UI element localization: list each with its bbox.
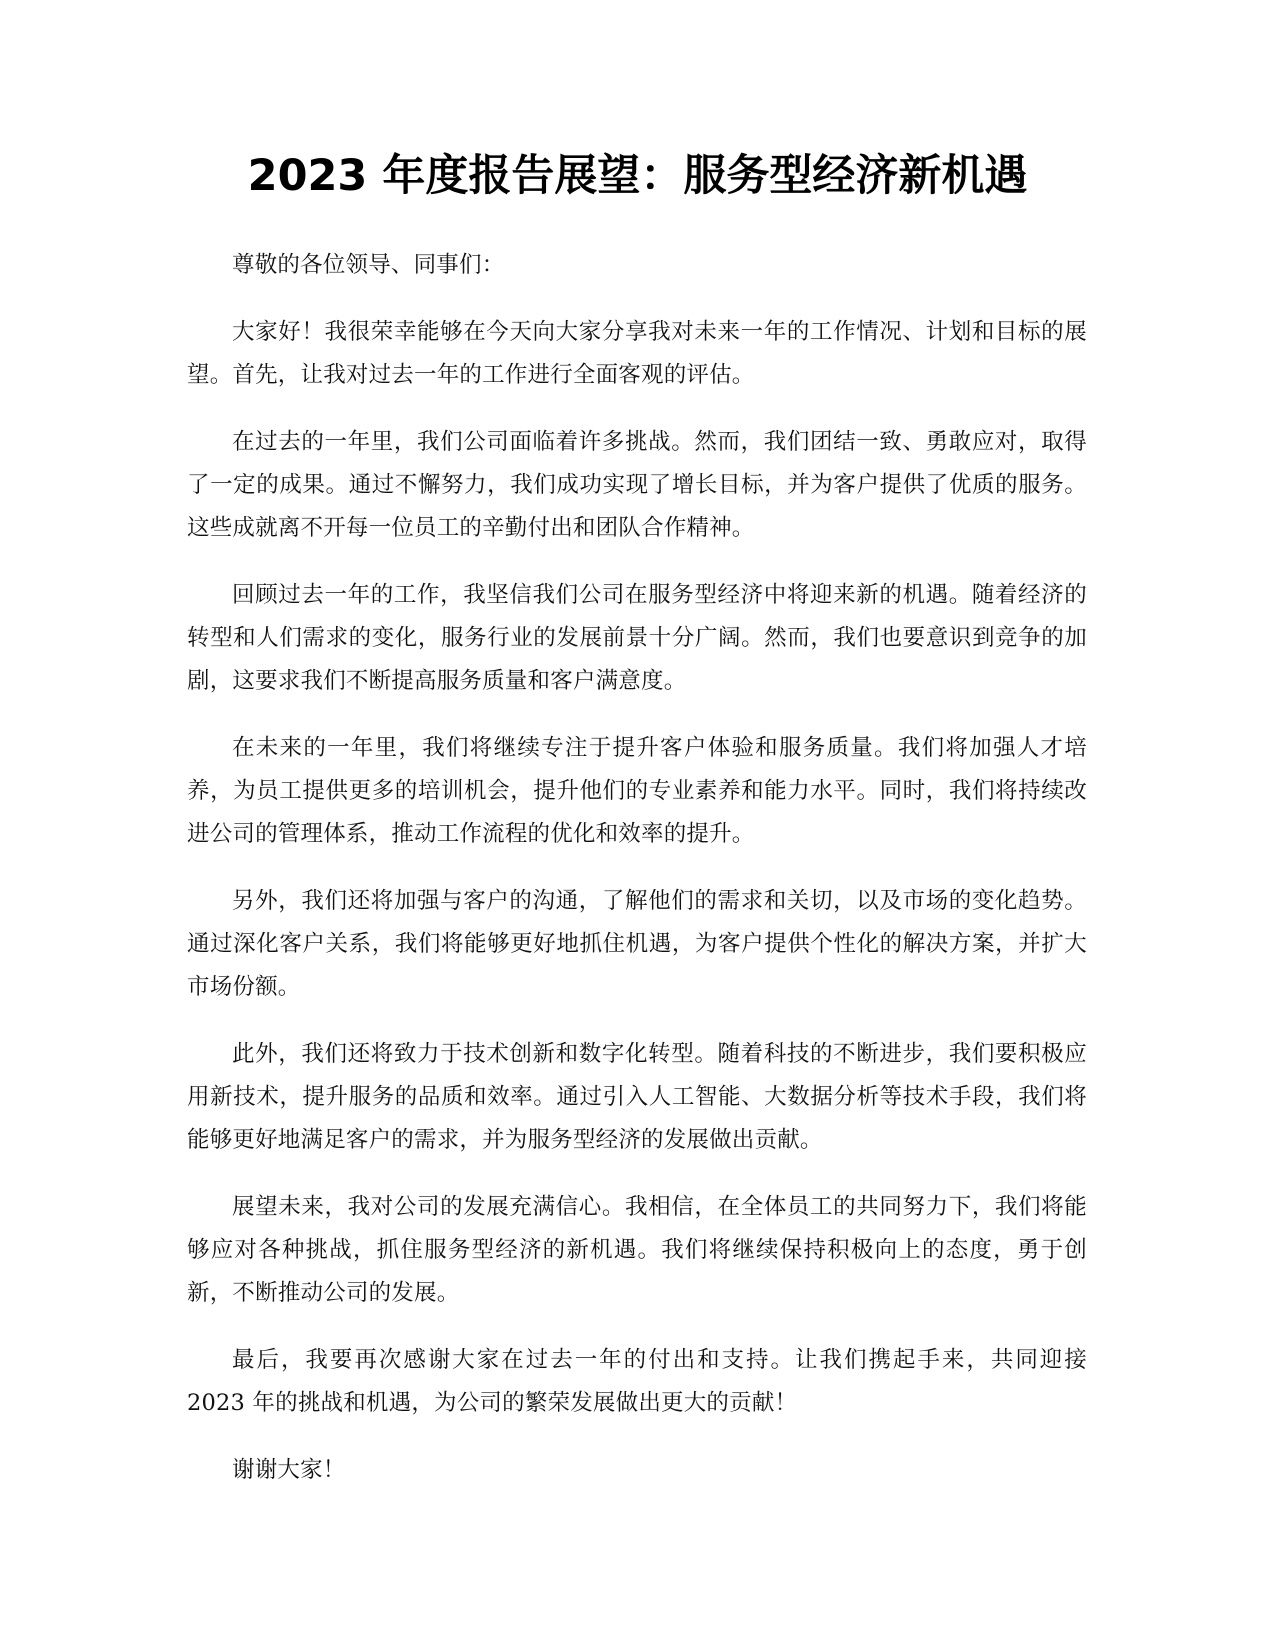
document-title: 2023 年度报告展望：服务型经济新机遇 bbox=[247, 151, 1028, 201]
paragraph-customer: 另外，我们还将加强与客户的沟通，了解他们的需求和关切，以及市场的变化趋势。通过深化客户关系，我们将能够更好地抓住机遇，为客户提供个性化的解决方案，并扩大市场份额。 bbox=[187, 888, 1087, 1000]
paragraph-greeting: 尊敬的各位领导、同事们： bbox=[232, 252, 505, 278]
paragraph-opportunity: 回顾过去一年的工作，我坚信我们公司在服务型经济中将迎来新的机遇。随着经济的转型和人们需求的变化，服务行业的发展前景十分广阔。然而，我们也要意识到竞争的加剧，这要求我们不断提高服务质量和客户满意度。 bbox=[187, 582, 1087, 694]
paragraph-outlook: 展望未来，我对公司的发展充满信心。我相信，在全体员工的共同努力下，我们将能够应对各种挑战，抓住服务型经济的新机遇。我们将继续保持积极向上的态度，勇于创新，不断推动公司的发展。 bbox=[187, 1194, 1087, 1306]
paragraph-intro: 大家好！我很荣幸能够在今天向大家分享我对未来一年的工作情况、计划和目标的展望。首先，让我对过去一年的工作进行全面客观的评估。 bbox=[187, 319, 1087, 388]
paragraph-past-year: 在过去的一年里，我们公司面临着许多挑战。然而，我们团结一致、勇敢应对，取得了一定的成果。通过不懈努力，我们成功实现了增长目标，并为客户提供了优质的服务。这些成就离不开每一位员工的辛勤付出和团队合作精神。 bbox=[187, 429, 1087, 541]
paragraph-closing: 谢谢大家！ bbox=[232, 1457, 346, 1483]
paragraph-technology: 此外，我们还将致力于技术创新和数字化转型。随着科技的不断进步，我们要积极应用新技术，提升服务的品质和效率。通过引入人工智能、大数据分析等技术手段，我们将能够更好地满足客户的需求，并为服务型经济的发展做出贡献。 bbox=[187, 1041, 1087, 1153]
document-body bbox=[187, 244, 1087, 1516]
paragraph-next-year: 在未来的一年里，我们将继续专注于提升客户体验和服务质量。我们将加强人才培养，为员工提供更多的培训机会，提升他们的专业素养和能力水平。同时，我们将持续改进公司的管理体系，推动工作流程的优化和效率的提升。 bbox=[187, 735, 1087, 847]
paragraph-thanks: 最后，我要再次感谢大家在过去一年的付出和支持。让我们携起手来，共同迎接 2023 年的挑战和机遇，为公司的繁荣发展做出更大的贡献！ bbox=[187, 1347, 1087, 1416]
